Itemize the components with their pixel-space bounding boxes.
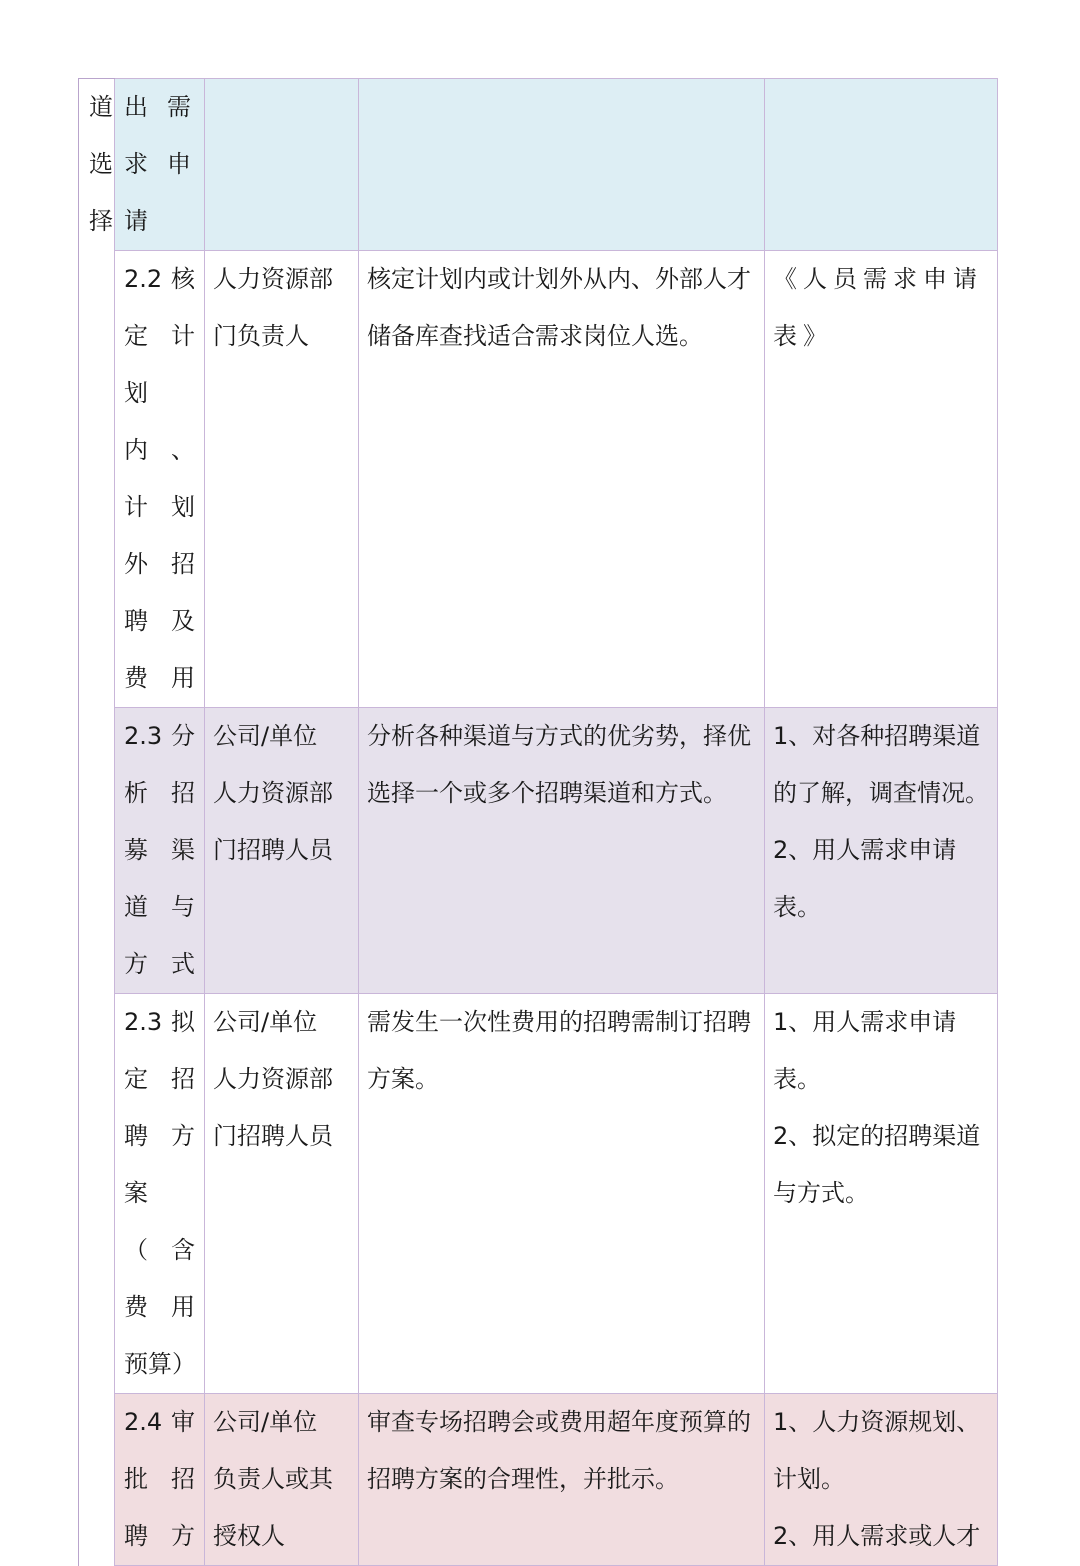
table-row (79, 79, 998, 251)
side-blank (79, 251, 115, 708)
docs-cell: 1、用人需求申请表。 2、拟定的招聘渠道与方式。 (765, 994, 998, 1394)
content-cell: 分析各种渠道与方式的优劣势，择优选择一个或多个招聘渠道和方式。 (359, 708, 765, 994)
role-cell: 公司/单位 人力资源部 门招聘人员 (205, 994, 359, 1394)
step-cell: 2.3 拟 定 招 聘 方 案（含 费 用 预算） (115, 994, 205, 1394)
role-cell: 公司/单位 负责人或其 授权人 (205, 1394, 359, 1566)
docs-cell: 《人员需求申请表》 (765, 251, 998, 708)
role-cell: 公司/单位 人力资源部 门招聘人员 (205, 708, 359, 994)
step-cell: 2.3 分 析 招 募 渠 道 与 方式 (115, 708, 205, 994)
step-cell: 2.4 审 批 招 聘 方 (115, 1394, 205, 1566)
step-cell: 出 需 求 申 请 (115, 79, 205, 251)
side-category-label: 道 选 择 (79, 79, 115, 251)
side-blank (79, 708, 115, 994)
content-cell: 核定计划内或计划外从内、外部人才储备库查找适合需求岗位人选。 (359, 251, 765, 708)
content-cell (359, 79, 765, 251)
role-cell (205, 79, 359, 251)
side-blank (79, 1394, 115, 1566)
table-row (79, 708, 998, 994)
table-row (79, 994, 998, 1394)
docs-cell (765, 79, 998, 251)
side-blank (79, 994, 115, 1394)
step-cell: 2.2 核 定 计 划内、 计 划 外 招 聘 及 费用 (115, 251, 205, 708)
table-row (79, 251, 998, 708)
recruitment-process-table (78, 78, 998, 1566)
content-cell: 需发生一次性费用的招聘需制订招聘方案。 (359, 994, 765, 1394)
docs-cell: 1、人力资源规划、计划。 2、用人需求或人才 (765, 1394, 998, 1566)
content-cell: 审查专场招聘会或费用超年度预算的招聘方案的合理性，并批示。 (359, 1394, 765, 1566)
table-row (79, 1394, 998, 1566)
docs-cell: 1、对各种招聘渠道的了解，调查情况。 2、用人需求申请表。 (765, 708, 998, 994)
role-cell: 人力资源部 门负责人 (205, 251, 359, 708)
